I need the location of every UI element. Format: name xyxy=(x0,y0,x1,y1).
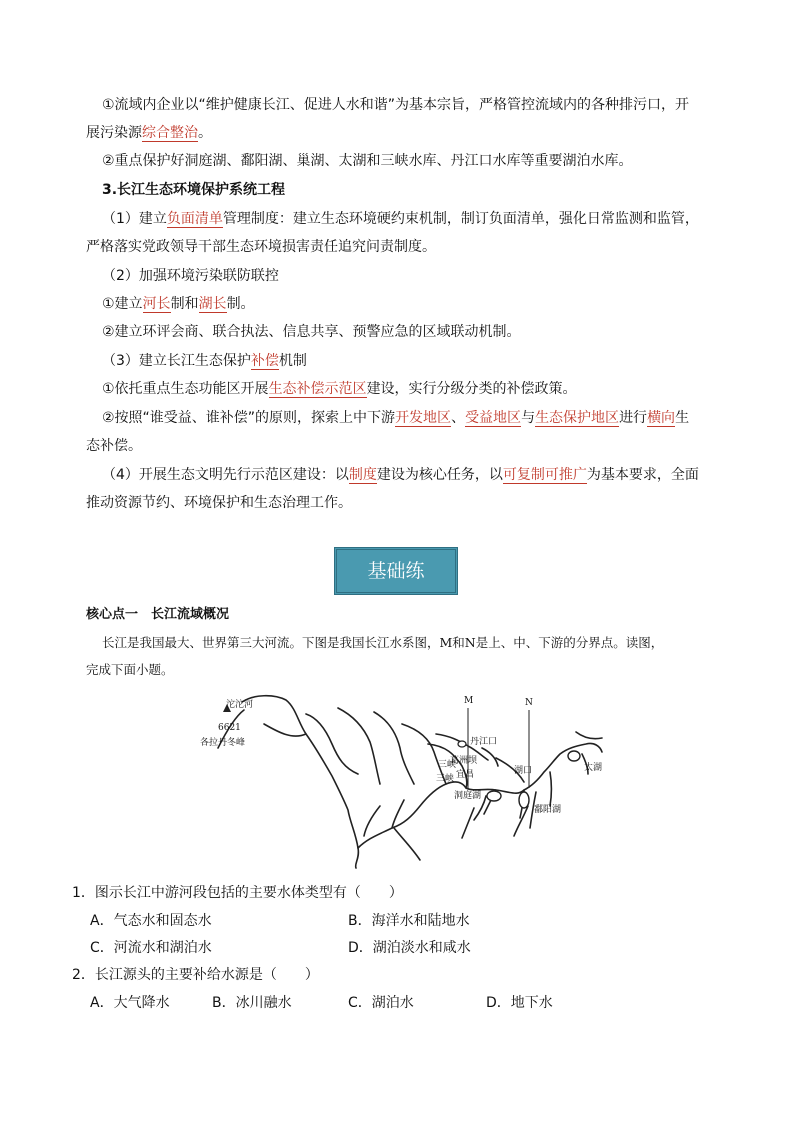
s4-line1 xyxy=(102,466,699,484)
label-taihu: 太湖 xyxy=(584,763,603,773)
s4-line2: 推动资源节约、环境保护和生态治理工作。 xyxy=(86,495,352,511)
label-peak: 各拉丹冬峰 xyxy=(200,738,246,748)
highlight-term: 湖长 xyxy=(198,296,227,312)
label-yichang: 宜昌 xyxy=(456,770,475,780)
s3-text: 建设，实行分级分类的补偿政策。 xyxy=(366,381,577,397)
q2-option-b[interactable]: B．冰川融水 xyxy=(212,995,292,1011)
highlight-term: 生态保护地区 xyxy=(535,410,620,426)
s4-text: 为基本要求，全面 xyxy=(586,467,699,483)
punct: 。 xyxy=(198,125,212,141)
highlight-term: 横向 xyxy=(647,410,676,426)
q1-stem: 1．图示长江中游河段包括的主要水体类型有（ ） xyxy=(72,885,403,901)
taihu-lake-shape xyxy=(568,751,580,761)
s1-text: （1）建立 xyxy=(102,211,167,227)
label-sanxia-2: 三峡 xyxy=(436,774,455,784)
danjiangkou-reservoir-shape xyxy=(458,741,466,747)
highlight-term: 可复制可推广 xyxy=(502,467,587,483)
s3-item2-line2: 态补偿。 xyxy=(86,438,142,454)
q2-option-c[interactable]: C．湖泊水 xyxy=(348,995,414,1011)
s3-text: 生 xyxy=(675,410,690,426)
s3-text: 机制 xyxy=(278,353,307,369)
s3-text: 进行 xyxy=(619,410,648,426)
section-title: 3.长江生态环境保护系统工程 xyxy=(102,182,286,198)
s4-text: （4）开展生态文明先行示范区建设：以 xyxy=(102,467,349,483)
label-poyang: 鄱阳湖 xyxy=(534,805,562,815)
yangtze-main-stem xyxy=(242,696,358,868)
s2-title: （2）加强环境污染联防联控 xyxy=(102,268,279,284)
intro-line1: 长江是我国最大、世界第三大河流。下图是我国长江水系图，M和N是上、中、下游的分界点。读图， xyxy=(102,635,664,650)
highlight-term: 受益地区 xyxy=(465,410,522,426)
para1-line2 xyxy=(86,124,212,142)
highlight-term: 补偿 xyxy=(250,353,279,369)
dongting-lake-shape xyxy=(487,791,501,801)
highlight-term: 综合整治 xyxy=(142,125,198,141)
s3-text: 、 xyxy=(451,410,466,426)
s2-text: ①建立 xyxy=(102,296,143,312)
intro-line2: 完成下面小题。 xyxy=(86,662,174,677)
core-point-heading: 核心点一 长江流域概况 xyxy=(86,607,230,622)
q2-stem: 2．长江源头的主要补给水源是（ ） xyxy=(72,967,319,983)
label-m: M xyxy=(464,696,474,706)
s3-text: 与 xyxy=(521,410,536,426)
s3-item2 xyxy=(102,409,689,427)
para2: ②重点保护好洞庭湖、鄱阳湖、巢湖、太湖和三峡水库、丹江口水库等重要湖泊水库。 xyxy=(102,153,633,169)
q2-option-a[interactable]: A．大气降水 xyxy=(90,995,170,1011)
label-sanxia-1: 三峡 xyxy=(438,760,457,770)
label-n: N xyxy=(525,698,533,708)
highlight-term: 制度 xyxy=(348,467,377,483)
label-tuotuo: 沱沱河 xyxy=(226,700,254,710)
s3-text: ②按照“谁受益、谁补偿”的原则，探索上中下游 xyxy=(102,410,396,426)
s3-item1 xyxy=(102,380,577,398)
s2-item2: ②建立环评会商、联合执法、信息共享、预警应急的区域联动机制。 xyxy=(102,324,521,340)
highlight-term: 生态补偿示范区 xyxy=(268,381,367,397)
q1-option-b[interactable]: B．海洋水和陆地水 xyxy=(348,913,470,929)
highlight-term: 负面清单 xyxy=(166,211,223,227)
highlight-term: 开发地区 xyxy=(395,410,452,426)
s2-text: 制和 xyxy=(170,296,199,312)
s1-line2: 严格落实党政领导干部生态环境损害责任追究问责制度。 xyxy=(86,239,436,255)
poyang-lake-shape xyxy=(519,792,529,808)
s1-line1 xyxy=(102,210,699,228)
q1-option-a[interactable]: A．气态水和固态水 xyxy=(90,913,212,929)
label-elev: 6621 xyxy=(218,723,241,733)
para1-text: 展污染源 xyxy=(86,125,142,141)
s3-text: （3）建立长江生态保护 xyxy=(102,353,251,369)
para1-line1: ①流域内企业以“维护健康长江、促进人水和谐”为基本宗旨，严格管控流域内的各种排污口，开 xyxy=(102,97,690,113)
label-hukou: 湖口 xyxy=(514,766,533,776)
q2-option-d[interactable]: D．地下水 xyxy=(486,995,553,1011)
s2-item1 xyxy=(102,295,255,313)
section-banner: 基础练 xyxy=(334,547,458,595)
label-dongting: 洞庭湖 xyxy=(454,791,482,801)
q1-option-d[interactable]: D．湖泊淡水和咸水 xyxy=(348,940,471,956)
label-danjiangkou: 丹江口 xyxy=(470,737,498,747)
s3-text: ①依托重点生态功能区开展 xyxy=(102,381,269,397)
s1-text-b: 管理制度：建立生态环境硬约束机制，制订负面清单，强化日常监测和监管， xyxy=(222,211,699,227)
s2-text: 制。 xyxy=(226,296,255,312)
s4-text: 建设为核心任务，以 xyxy=(376,467,503,483)
s3-title xyxy=(102,352,307,370)
yangtze-river-map xyxy=(198,688,618,870)
label-gezhouba: 葛洲坝 xyxy=(450,756,478,766)
q1-option-c[interactable]: C．河流水和湖泊水 xyxy=(90,940,212,956)
highlight-term: 河长 xyxy=(142,296,171,312)
